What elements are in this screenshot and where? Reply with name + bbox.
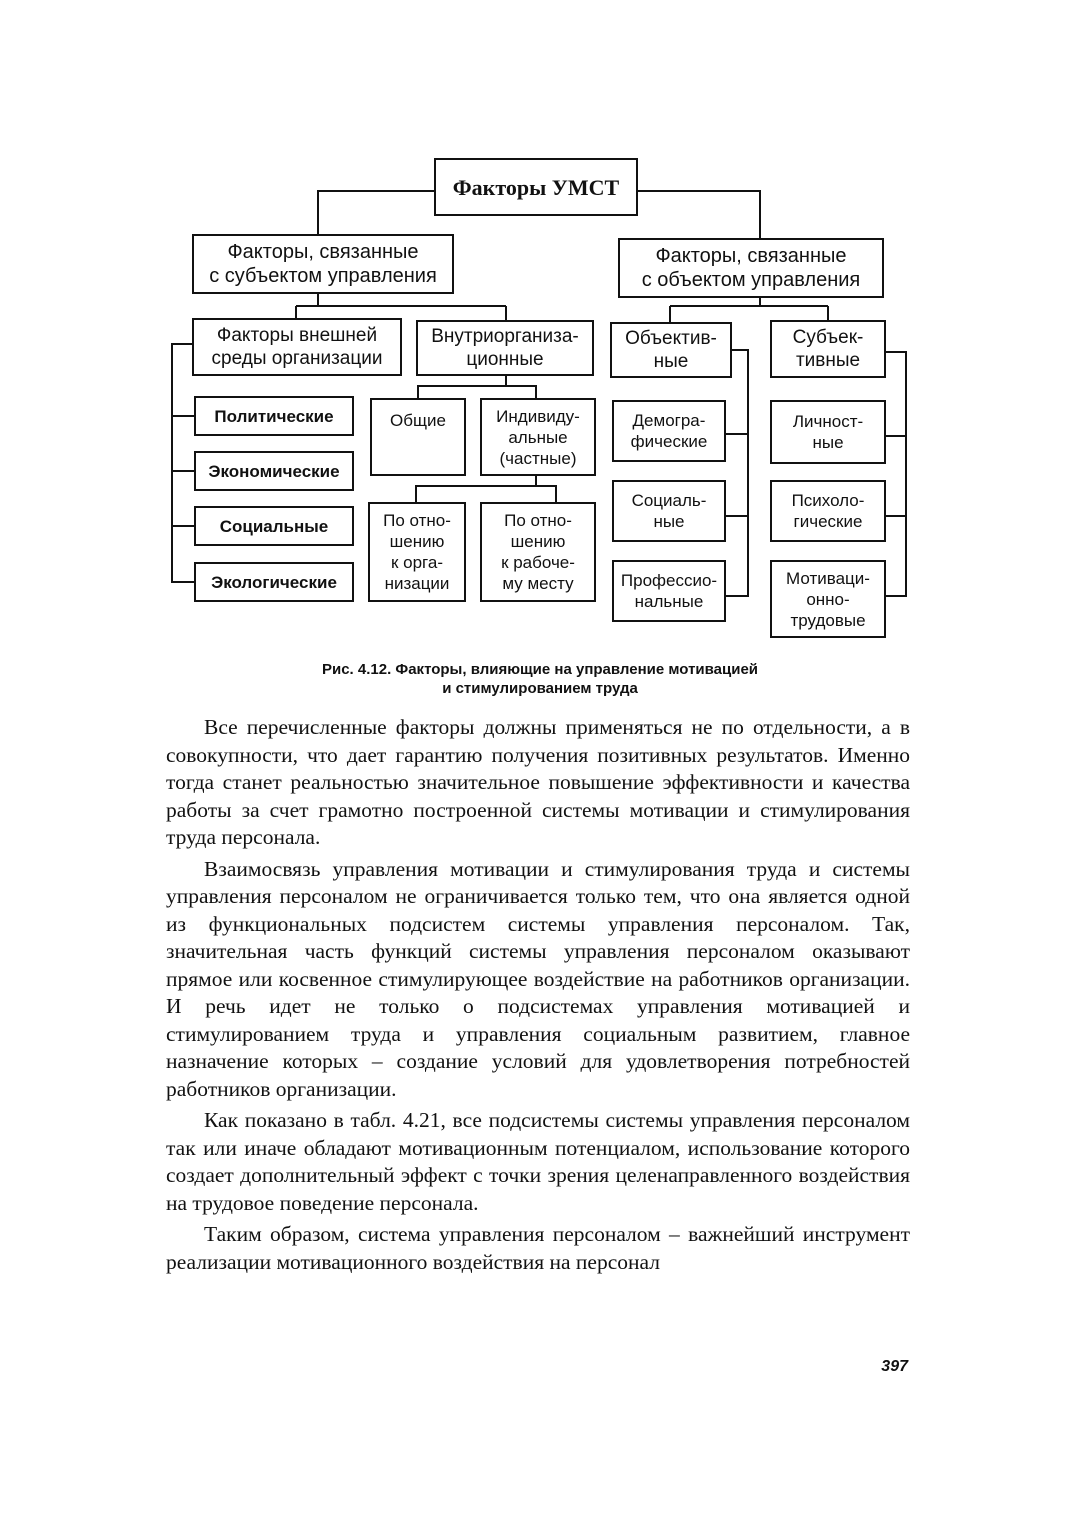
internal-factors-box: Внутриорганиза- ционные: [416, 320, 594, 376]
root-box: Факторы УМСТ: [434, 158, 638, 216]
factors-diagram: [0, 0, 1078, 660]
paragraph-1: Все перечисленные факторы должны применяться не по отдельности, а в совокупности, что дает гарантию получения позитивных результатов. Именно тогда станет реальностью значительное повышение эффективности и качества работы за счет грамотно построенной системы мотивации и стимулирования труда персонала.: [166, 715, 910, 849]
figure-caption: Рис. 4.12. Факторы, влияющие на управление мотивацией и стимулированием труда: [321, 661, 759, 697]
page-number: 397: [881, 1358, 908, 1375]
external-factors-box: Факторы внешней среды организации: [192, 318, 402, 376]
paragraph-4: Таким образом, система управления персоналом – важнейший инструмент реализации мотивационного воздействия на персонал: [166, 1222, 910, 1274]
subjective-factors-box: Субъек- тивные: [770, 320, 886, 378]
motivational-labor-box: Мотиваци- онно- трудовые: [770, 560, 886, 638]
paragraph-3: Как показано в табл. 4.21, все подсистемы системы управления персоналом так или иначе обладают мотивационным потенциалом, использование которого создает дополнительный эффект с точки зрения целенаправленного воздействия на трудовое поведение персонала.: [166, 1108, 910, 1215]
professional-box: Профессио- нальные: [612, 560, 726, 622]
object-group-box: Факторы, связанные с объектом управления: [618, 238, 884, 298]
individual-organization-box: По отно- шению к орга- низации: [368, 502, 466, 602]
individual-workplace-box: По отно- шению к рабоче- му месту: [480, 502, 596, 602]
economic-box: Экономические: [194, 451, 354, 491]
psychological-box: Психоло- гические: [770, 480, 886, 542]
social-external-box: Социальные: [194, 506, 354, 546]
individual-box: Индивиду- альные (частные): [480, 398, 596, 476]
paragraph-2: Взаимосвязь управления мотивации и стимулирования труда и системы управления персоналом не ограничивается только тем, что она является одной из функциональных подсистем системы управления персоналом. Так, значительная часть функций системы управления персоналом оказывают прямое или косвенное стимулирующее воздействие на работников организации. И речь идет не только о подсистемах управления мотивацией и стимулированием труда и управления социальным развитием, главное назначение которых – создание условий для удовлетворения потребностей работников организации.: [166, 856, 910, 1101]
subject-group-box: Факторы, связанные с субъектом управления: [192, 234, 454, 294]
personal-box: Личност- ные: [770, 400, 886, 464]
ecological-box: Экологические: [194, 562, 354, 602]
general-box: Общие: [370, 398, 466, 476]
demographic-box: Демогра- фические: [612, 400, 726, 462]
objective-factors-box: Объектив- ные: [610, 322, 732, 378]
body-text: [166, 714, 910, 1280]
political-box: Политические: [194, 396, 354, 436]
social-objective-box: Социаль- ные: [612, 480, 726, 542]
